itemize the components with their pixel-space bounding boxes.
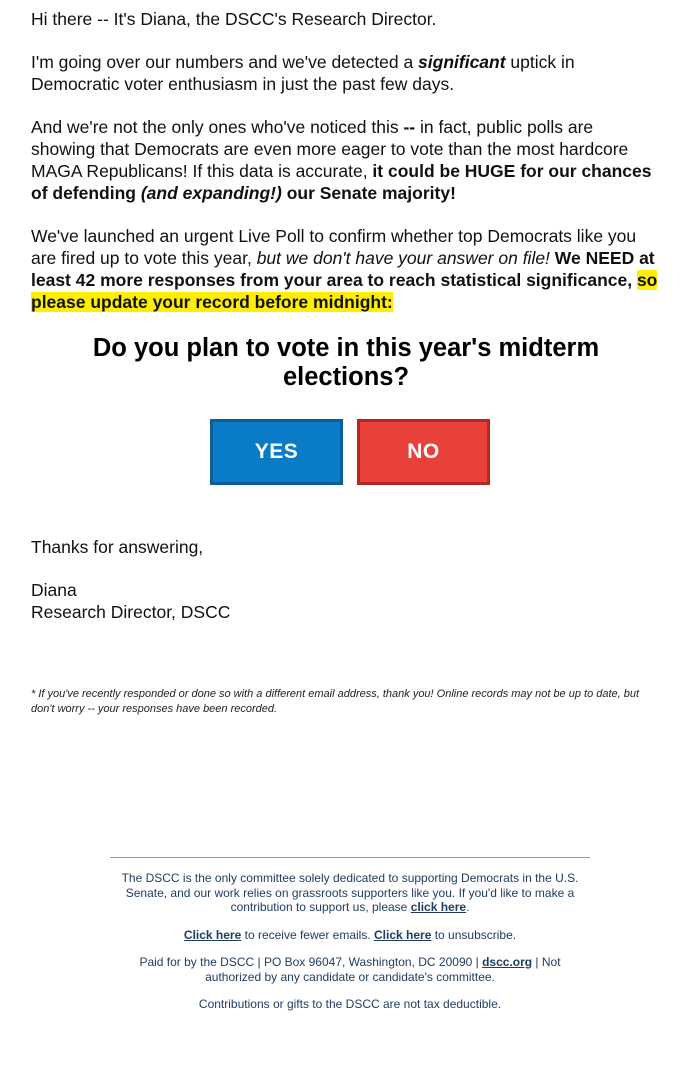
email-body bbox=[31, 8, 661, 334]
polls-paragraph bbox=[31, 116, 661, 204]
contribute-link[interactable]: click here bbox=[410, 900, 467, 914]
footer bbox=[110, 871, 590, 1025]
footnote: * If you've recently responded or done so with a different email address, thank you! Online records may not be up to date, but don't worry -- your responses have been recorded. bbox=[31, 688, 640, 715]
enthusiasm-text-end: uptick in Democratic voter enthusiasm in just the past few days. bbox=[31, 52, 575, 94]
footer-about bbox=[110, 871, 590, 915]
no-button[interactable]: NO bbox=[357, 419, 490, 485]
footer-about-text: The DSCC is the only committee solely dedicated to supporting Democrats in the U.S. Senate, and our work relies on grassroots supporters like you. If you'd like to make a contribution to support us, please bbox=[121, 871, 579, 914]
paid-for-text: Paid for by the DSCC | PO Box 96047, Washington, DC 20090 | bbox=[139, 955, 483, 969]
fewer-emails-link[interactable]: Click here bbox=[183, 927, 242, 942]
midnight-highlight: so please update your record before midnight: bbox=[31, 270, 658, 312]
signer-title: Research Director, DSCC bbox=[31, 602, 231, 622]
footer-paid-for bbox=[110, 955, 590, 984]
footer-divider bbox=[110, 857, 590, 858]
significant-emphasis: significant bbox=[418, 52, 506, 72]
footer-about-end: . bbox=[466, 900, 470, 914]
dscc-site-link[interactable]: dscc.org bbox=[482, 955, 533, 969]
polls-text-mid: in fact, public polls are showing that Democrats are even more eager to vote than the most hardcore MAGA Republicans! If this data is accurate, bbox=[31, 117, 629, 181]
footer-email-prefs bbox=[110, 928, 590, 943]
enthusiasm-text: I'm going over our numbers and we've detected a bbox=[31, 52, 419, 72]
huge-emphasis: it could be HUGE for our chances of defending bbox=[31, 161, 652, 203]
poll-question: Do you plan to vote in this year's midterm elections? bbox=[92, 334, 600, 391]
enthusiasm-paragraph bbox=[31, 51, 661, 95]
live-poll-text: We've launched an urgent Live Poll to confirm whether top Democrats like you are fired up to vote this year, bbox=[31, 226, 637, 268]
polls-dash: -- bbox=[403, 117, 416, 137]
majority-emphasis: our Senate majority! bbox=[281, 183, 456, 203]
unsubscribe-link[interactable]: Click here bbox=[374, 927, 432, 942]
live-poll-paragraph bbox=[31, 225, 661, 313]
greeting-paragraph: Hi there -- It's Diana, the DSCC's Research Director. bbox=[31, 9, 437, 29]
polls-text: And we're not the only ones who've noticed this bbox=[31, 117, 404, 137]
need-responses-emphasis: We NEED at least 42 more responses from your area to reach statistical significance, bbox=[31, 248, 655, 290]
yes-button[interactable]: YES bbox=[210, 419, 343, 485]
paid-for-end: | Not authorized by any candidate or candidate's committee. bbox=[205, 955, 561, 984]
fewer-emails-text: to receive fewer emails. bbox=[241, 927, 374, 942]
signer-name: Diana bbox=[31, 580, 77, 600]
unsubscribe-text: to unsubscribe. bbox=[431, 927, 517, 942]
expanding-emphasis: (and expanding!) bbox=[140, 183, 282, 203]
no-answer-emphasis: but we don't have your answer on file! bbox=[256, 248, 550, 268]
thanks-text: Thanks for answering, bbox=[31, 537, 204, 557]
signoff bbox=[31, 536, 230, 623]
footer-tax-note: Contributions or gifts to the DSCC are not tax deductible. bbox=[198, 997, 502, 1011]
